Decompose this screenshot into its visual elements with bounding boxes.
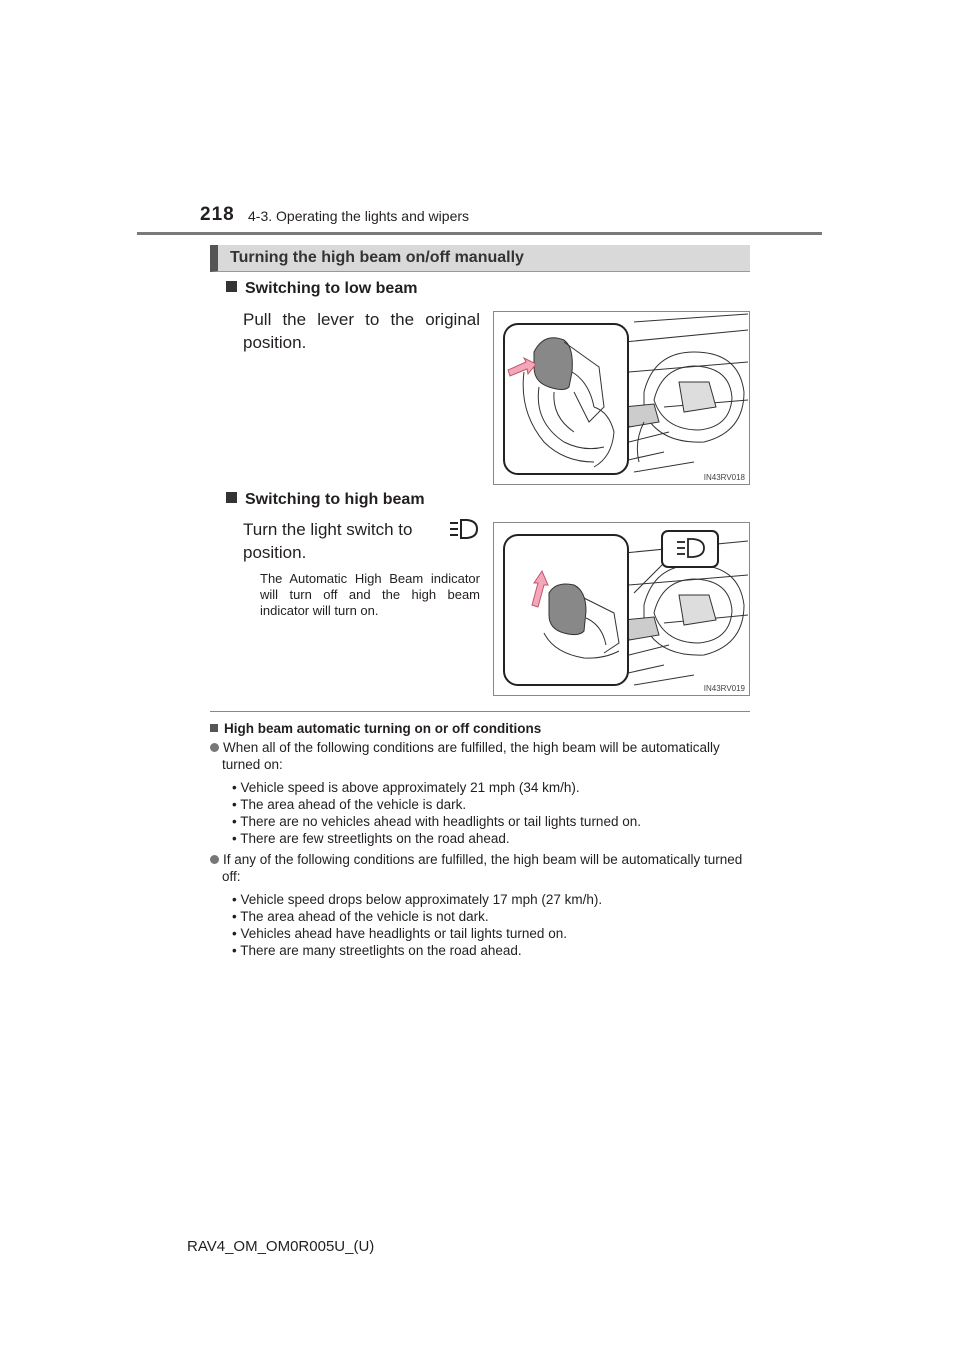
high-beam-instruction-line1: Turn the light switch to xyxy=(243,520,413,539)
square-bullet-icon xyxy=(210,724,218,732)
conditions-off-list xyxy=(210,891,750,959)
high-beam-heading: Switching to high beam xyxy=(226,491,425,509)
low-beam-figure xyxy=(493,311,750,485)
round-bullet-icon xyxy=(210,855,219,864)
section-title: Turning the high beam on/off manually xyxy=(230,249,524,266)
low-beam-figure-code: IN43RV018 xyxy=(703,473,745,482)
square-bullet-icon xyxy=(226,492,237,503)
high-beam-note: The Automatic High Beam indicator will turn off and the high beam indicator will turn on. xyxy=(260,571,480,618)
conditions-off-lead: If any of the following conditions are fulfilled, the high beam will be automatically turned off: xyxy=(210,851,750,885)
high-beam-figure xyxy=(493,522,750,696)
low-beam-instruction: Pull the lever to the original position. xyxy=(243,310,480,352)
hand-pushing-lever-illustration xyxy=(494,523,749,695)
square-bullet-icon xyxy=(226,281,237,292)
list-item: • There are few streetlights on the road ahead. xyxy=(232,830,750,847)
list-item: • Vehicles ahead have headlights or tail lights turned on. xyxy=(232,925,750,942)
header-rule xyxy=(137,232,822,235)
list-item: • There are many streetlights on the road ahead. xyxy=(232,942,750,959)
manual-code-footer: RAV4_OM_OM0R005U_(U) xyxy=(187,1238,375,1255)
notes-divider xyxy=(210,711,750,712)
list-item: • Vehicle speed is above approximately 21 mph (34 km/h). xyxy=(232,779,750,796)
list-item: • There are no vehicles ahead with headlights or tail lights turned on. xyxy=(232,813,750,830)
low-beam-heading: Switching to low beam xyxy=(226,280,417,298)
high-beam-figure-code: IN43RV019 xyxy=(703,684,745,693)
conditions-heading: High beam automatic turning on or off conditions xyxy=(210,720,750,737)
section-bar xyxy=(210,245,750,272)
high-beam-headlight-icon xyxy=(449,518,479,545)
list-item: • The area ahead of the vehicle is dark. xyxy=(232,796,750,813)
list-item: • Vehicle speed drops below approximately 17 mph (27 km/h). xyxy=(232,891,750,908)
round-bullet-icon xyxy=(210,743,219,752)
page-number: 218 xyxy=(200,204,235,225)
list-item: • The area ahead of the vehicle is not dark. xyxy=(232,908,750,925)
conditions-section xyxy=(210,720,750,963)
conditions-on-lead: When all of the following conditions are fulfilled, the high beam will be automatically turned on: xyxy=(210,739,750,773)
hand-pulling-lever-illustration xyxy=(494,312,749,484)
high-beam-instruction-line2: position. xyxy=(243,543,307,562)
chapter-title: 4-3. Operating the lights and wipers xyxy=(248,208,470,224)
conditions-on-list xyxy=(210,779,750,847)
